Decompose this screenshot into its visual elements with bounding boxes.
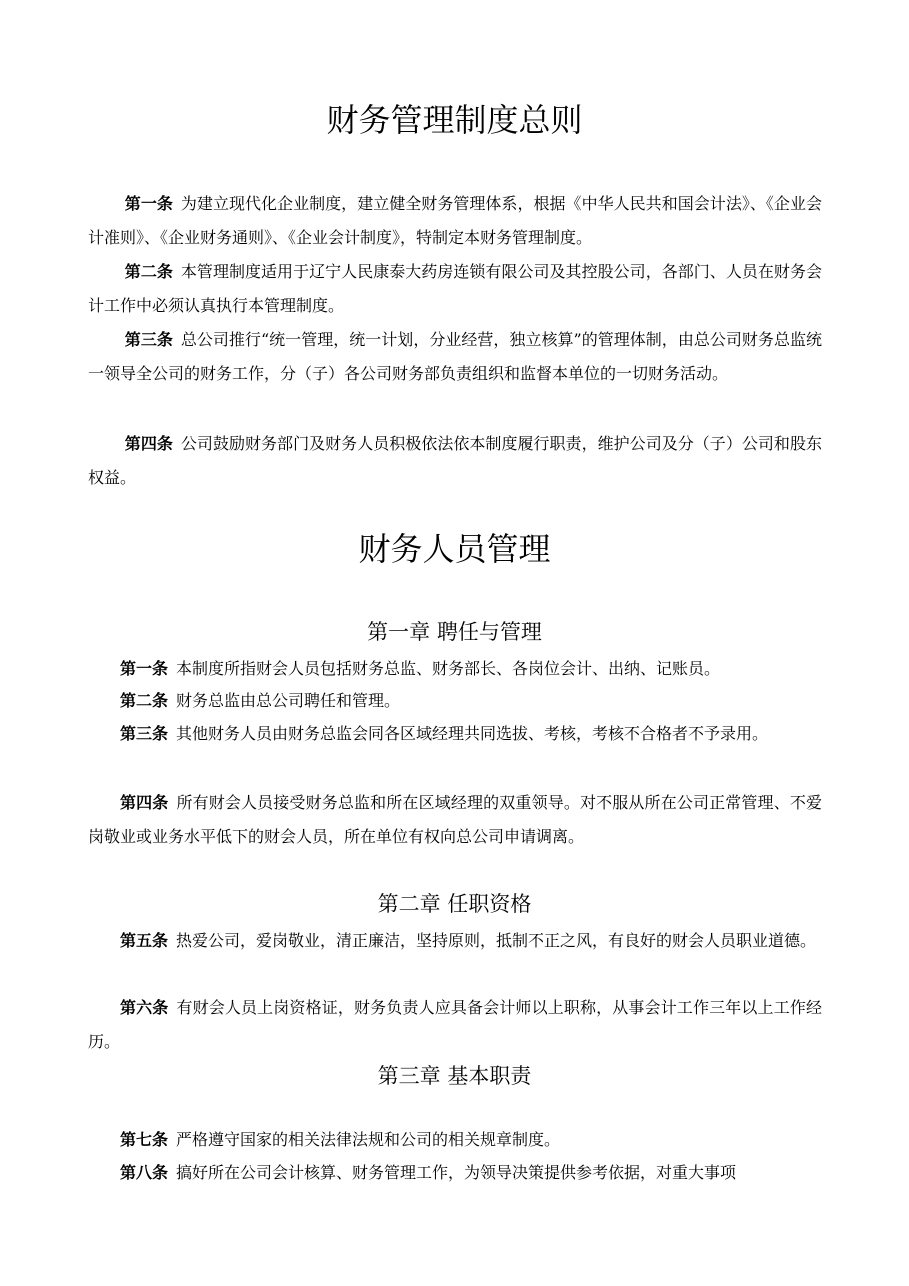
article-text: 热爱公司，爱岗敬业，清正廉洁，坚持原则，抵制不正之风，有良好的财会人员职业道德。	[176, 931, 817, 950]
chapter1-article-3	[88, 717, 822, 751]
chapter1-article-4	[88, 786, 822, 854]
article-label: 第四条	[124, 434, 173, 453]
article-text: 搞好所在公司会计核算、财务管理工作，为领导决策提供参考依据，对重大事项	[176, 1163, 737, 1182]
general-article-1	[88, 187, 822, 255]
chapter1-article-1	[88, 652, 822, 686]
article-label: 第四条	[120, 793, 169, 812]
article-label: 第二条	[120, 691, 169, 710]
article-text: 严格遵守国家的相关法律法规和公司的相关规章制度。	[176, 1130, 561, 1149]
general-article-3	[88, 323, 822, 391]
article-label: 第六条	[120, 998, 169, 1017]
article-text: 其他财务人员由财务总监会同各区域经理共同选拔、考核，考核不合格者不予录用。	[176, 724, 769, 743]
article-text: 总公司推行“统一管理，统一计划，分业经营，独立核算”的管理体制，由总公司财务总监统一领导全公司的财务工作，分（子）各公司财务部负责组织和监督本单位的一切财务活动。	[88, 330, 822, 383]
article-label: 第七条	[120, 1130, 169, 1149]
section-title: 财务人员管理	[358, 530, 551, 568]
article-text: 所有财会人员接受财务总监和所在区域经理的双重领导。对不服从所在公司正常管理、不爱岗敬业或业务水平低下的财会人员，所在单位有权向总公司申请调离。	[88, 793, 822, 846]
article-text: 财务总监由总公司聘任和管理。	[176, 691, 401, 710]
chapter2-article-6	[88, 991, 822, 1059]
general-article-2	[88, 255, 822, 323]
article-text: 公司鼓励财务部门及财务人员积极依法依本制度履行职责，维护公司及分（子）公司和股东权益。	[88, 434, 822, 487]
general-article-4	[88, 427, 822, 495]
article-label: 第五条	[120, 931, 169, 950]
article-text: 本管理制度适用于辽宁人民康泰大药房连锁有限公司及其控股公司，各部门、人员在财务会计工作中必须认真执行本管理制度。	[88, 262, 822, 315]
article-label: 第一条	[120, 659, 169, 678]
chapter3-article-7	[88, 1123, 822, 1157]
article-label: 第三条	[120, 724, 169, 743]
article-text: 本制度所指财会人员包括财务总监、财务部长、各岗位会计、出纳、记账员。	[176, 659, 721, 678]
article-label: 第三条	[124, 330, 173, 349]
article-label: 第八条	[120, 1163, 169, 1182]
chapter-heading: 第二章 任职资格	[377, 892, 532, 916]
article-label: 第一条	[124, 194, 173, 213]
chapter2-article-5	[88, 924, 822, 958]
chapter1-article-2	[88, 684, 822, 718]
article-label: 第二条	[124, 262, 173, 281]
article-text: 为建立现代化企业制度，建立健全财务管理体系，根据《中华人民共和国会计法》、《企业会计准则》、《企业财务通则》、《企业会计制度》，特制定本财务管理制度。	[88, 194, 822, 247]
chapter-heading: 第一章 聘任与管理	[367, 620, 542, 644]
chapter3-article-8	[88, 1156, 822, 1190]
document-title: 财务管理制度总则	[326, 101, 583, 139]
article-text: 有财会人员上岗资格证，财务负责人应具备会计师以上职称，从事会计工作三年以上工作经历。	[88, 998, 822, 1051]
chapter-heading: 第三章 基本职责	[377, 1064, 532, 1088]
